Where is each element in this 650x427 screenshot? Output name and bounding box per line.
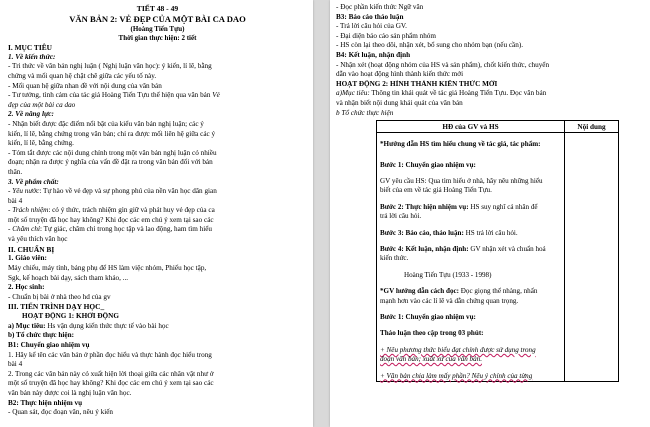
table-text: Bước 3: Báo cáo, thảo luận: HS trả lời câu hỏi.	[380, 228, 518, 237]
text-line: 1. Hãy kể tên các văn bản ở phần đọc hiểu và thực hành đọc hiểu trong	[8, 350, 212, 359]
table-text: + Văn bản chia làm mấy phần? Nêu ý chính của từng	[380, 371, 533, 380]
text-line: thân.	[8, 167, 23, 176]
table-text: *GV hướng dẫn cách đọc: Đọc giọng thể nhàng, nhấn	[380, 287, 538, 296]
text-line: - Quan sát, đọc đoạn văn, nêu ý kiến	[8, 408, 113, 417]
text-line: - Tri thức về văn bản nghị luận ( Nghị luận văn học): ý kiến, lí lẽ, bằng	[8, 62, 212, 71]
step-3-heading: B3: Báo cáo thảo luận	[336, 12, 404, 21]
organization-heading: b) Tổ chức thực hiện:	[8, 331, 74, 340]
text-line: dẫn vào hoạt động hình thành kiến thức mới	[336, 70, 464, 79]
text-line: bài 4	[8, 196, 23, 205]
text-line: - Chăm chỉ: Tự giác, chăm chỉ trong học tập và lao động, ham tìm hiểu	[8, 225, 212, 234]
table-header-activities: HĐ của GV và HS	[377, 121, 565, 133]
lesson-number: TIẾT 48 - 49	[136, 4, 179, 13]
text-line: - Tư tưởng, tình cảm của tác giả Hoàng Tiến Tựu thể hiện qua văn bản Vẻ	[8, 91, 220, 100]
text-line: Máy chiếu, máy tính, bảng phụ để HS làm việc nhóm, Phiếu học tập,	[8, 264, 207, 273]
text-line: - HS còn lại theo dõi, nhận xét, bổ sung cho nhóm bạn (nếu cần).	[336, 41, 524, 50]
text-line: một số truyện đã học hay không? Khi đọc các em chú ý xem tại sao các	[8, 379, 214, 388]
teacher-heading: 1. Giáo viên:	[8, 254, 47, 263]
text-line: a) Mục tiêu: Hs vận dụng kiến thức thực tế vào bài học	[8, 321, 169, 330]
table-text: trả lời câu hỏi.	[380, 212, 422, 221]
activity-1-heading: HOẠT ĐỘNG 1: KHỞI ĐỘNG	[22, 312, 119, 321]
section-preparation: II. CHUẨN BỊ	[8, 244, 55, 254]
table-text: *Hướng dẫn HS tìm hiểu chung về tác giả, tác phẩm:	[380, 140, 541, 149]
step-4-heading: B4: Kết luận, nhận định	[336, 50, 411, 59]
table-text: + Nêu phương thức biểu đạt chính được sử dụng trong	[380, 345, 536, 354]
quality-heading: 3. Về phẩm chất:	[8, 177, 59, 186]
table-text: Bước 1: Chuyển giao nhiệm vụ:	[380, 313, 476, 321]
knowledge-heading: 1. Về kiến thức:	[8, 52, 56, 61]
text-line: đẹp của một bài ca dao	[8, 100, 76, 109]
text-line: - Đại diện báo cáo sản phẩm nhóm	[336, 31, 436, 40]
table-text: kiến thức.	[380, 254, 409, 263]
table-text: Thảo luận theo cặp trong 03 phút:	[380, 329, 484, 338]
text-line: đoạn; nhận ra được ý nghĩa của vấn đề đặt ra trong văn bản đối với bản	[8, 158, 213, 167]
text-line: 2. Trong các văn bản này có xuất hiện lời thoại giữa các nhân vật như ở	[8, 369, 214, 378]
text-line: và nhận biết nội dung khái quát của văn bản	[336, 98, 463, 107]
table-header-row	[377, 121, 619, 133]
competence-heading: 2. Về năng lực:	[8, 110, 54, 119]
table-header-content: Nội dung	[565, 121, 619, 133]
document-page-right	[330, 0, 650, 427]
text-line: bài 4	[8, 360, 23, 369]
section-process: III. TIẾN TRÌNH DẠY HỌC_	[8, 302, 105, 312]
text-line: - Tóm tắt được các nội dung chính trong một văn bản nghị luận có nhiều	[8, 148, 217, 157]
table-text: biết của em về tác giả Hoàng Tiến Tựu.	[380, 186, 492, 195]
table-text: Bước 1: Chuyển giao nhiệm vụ:	[380, 160, 476, 169]
text-line: a)Mục tiêu: Thông tin khái quát về tác giả Hoàng Tiến Tựu. Đọc văn bản	[336, 89, 547, 98]
activities-cell	[377, 133, 565, 382]
text-line: văn bản này được coi là nghị luận văn học.	[8, 388, 132, 397]
text-line: - Nhận biết được đặc điểm nổi bật của kiểu văn bản nghị luận; các ý	[8, 119, 204, 128]
lesson-title: VĂN BẢN 2: VẺ ĐẸP CỦA MỘT BÀI CA DAO	[69, 14, 246, 24]
table-text: Bước 4: Kết luận, nhận định: GV nhận xét và chuẩn hoá	[380, 244, 546, 253]
time-info: Thời gian thực hiện: 2 tiết	[118, 34, 197, 42]
text-line: kiến, lí lẽ, bằng chứng trong văn bản; chỉ ra được mối liên hệ giữa các ý	[8, 129, 216, 138]
table-row	[377, 133, 619, 382]
table-text: đoạn văn bản; xuất xứ của văn bản.	[380, 355, 482, 364]
text-line: một số truyện đã học hay không? Khi đọc các em chú ý xem tại sao các	[8, 215, 214, 224]
table-text: Bước 2: Thực hiện nhiệm vụ: HS suy nghĩ cá nhân để	[380, 202, 538, 211]
text-line: - Chuẩn bị bài ở nhà theo hd của gv	[8, 292, 111, 301]
step-1-heading: B1: Chuyển giao nhiệm vụ	[8, 341, 90, 350]
text-line: chứng và mối quan hệ chặt chẽ giữa các yếu tố này.	[8, 71, 157, 80]
text-line: và yêu thích văn học	[8, 235, 68, 244]
section-objectives: I. MỤC TIÊU	[8, 43, 53, 52]
document-page-left	[0, 0, 313, 427]
text-line: - Trả lời câu hỏi của GV.	[336, 22, 407, 31]
content-cell	[565, 133, 619, 382]
text-line: - Đọc phần kiến thức Ngữ văn	[336, 3, 424, 11]
activity-table	[376, 120, 619, 382]
step-2-heading: B2: Thực hiện nhiệm vụ	[8, 398, 83, 407]
text-line: - Nhận xét (hoạt động nhóm của HS và sản phẩm), chốt kiến thức, chuyển	[336, 60, 550, 69]
organization-heading: b Tổ chức thực hiện	[336, 108, 394, 117]
text-line: kiến, lí lẽ, bằng chứng.	[8, 139, 74, 148]
text-line: - Yêu nước: Tự hào về vẻ đẹp và sự phong phú của nền văn học dân gian	[8, 187, 217, 196]
activity-2-heading: HOẠT ĐỘNG 2: HÌNH THÀNH KIẾN THỨC MỚI	[336, 79, 498, 88]
text-line: - Mối quan hệ giữa nhan đề với nội dung của văn bản	[8, 81, 162, 90]
text-line: Sgk, kế hoạch bài dạy, sách tham khảo, ...	[8, 273, 129, 282]
table-text: GV yêu cầu HS: Qua tìm hiểu ở nhà, hãy nêu những hiểu	[380, 176, 543, 185]
student-heading: 2. Học sinh:	[8, 283, 45, 292]
table-text: Hoàng Tiến Tựu (1933 - 1998)	[404, 270, 492, 279]
author-name: (Hoàng Tiến Tựu)	[130, 25, 185, 33]
text-line: - Trách nhiệm: có ý thức, trách nhiệm gìn giữ và phát huy vẻ đẹp của ca	[8, 206, 215, 215]
table-text: mạnh hơn vào các lí lẽ và dẫn chứng quan trọng.	[380, 296, 519, 305]
